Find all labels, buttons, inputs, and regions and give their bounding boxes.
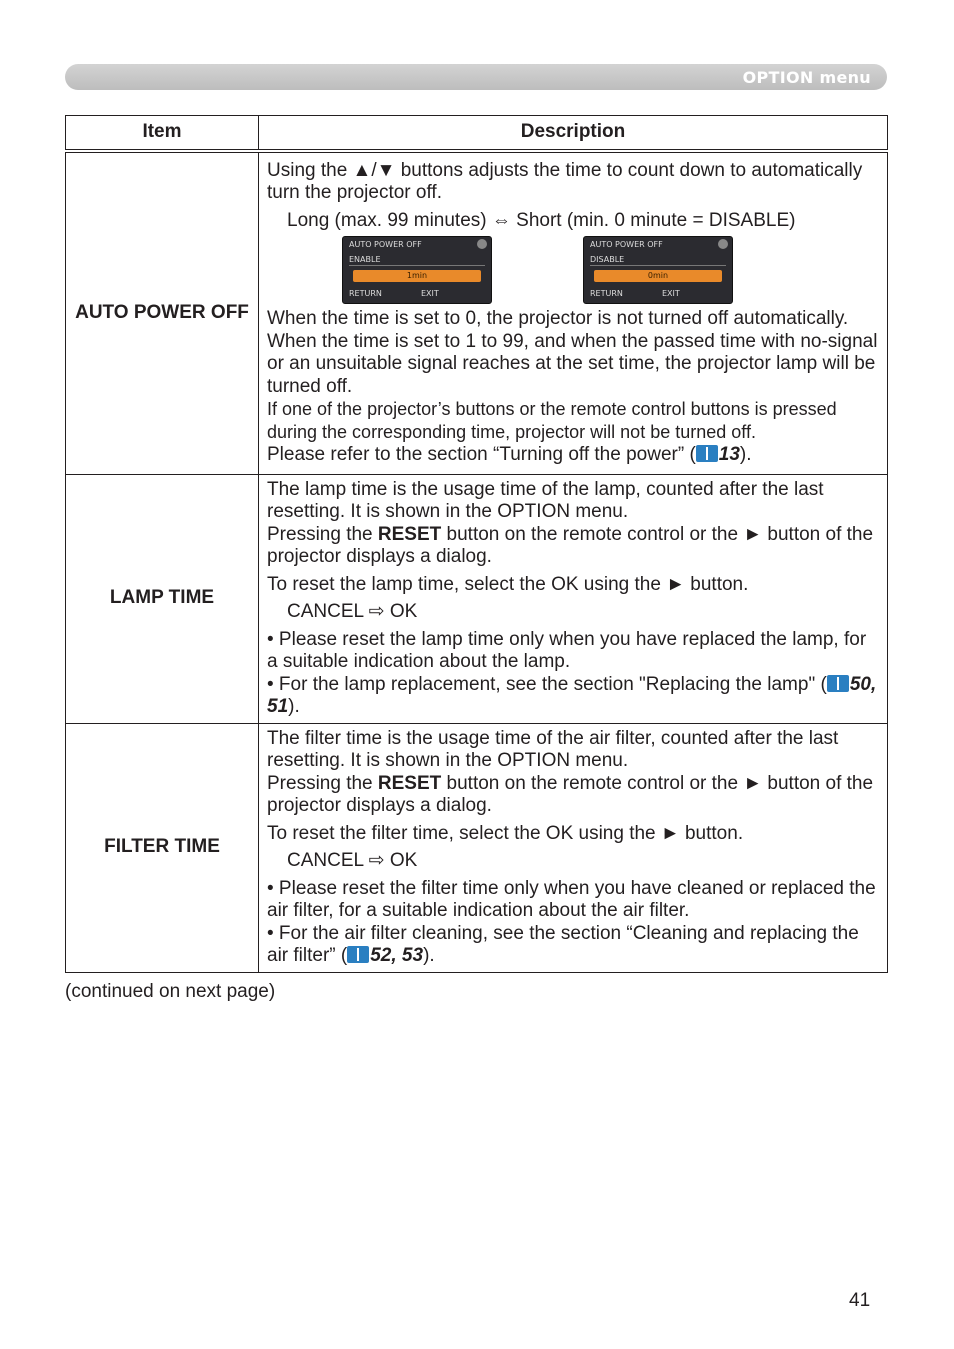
desc-text: • For the air filter cleaning, see the section “Cleaning and replacing the air filter” ( 52, 53). xyxy=(267,922,859,966)
desc-text: If one of the projector’s buttons or the remote control buttons is pressed during the corresponding time, projector will not be turned off. xyxy=(267,399,837,443)
desc-text: • Please reset the lamp time only when you have replaced the lamp, for a suitable indication about the lamp. xyxy=(267,628,867,672)
description-lamp-time xyxy=(259,474,888,723)
desc-text: Pressing the RESET button on the remote control or the ► button of the projector displays a dialog. xyxy=(267,523,874,567)
table-row xyxy=(66,474,888,723)
desc-text: Pressing the RESET button on the remote control or the ► button of the projector displays a dialog. xyxy=(267,772,874,816)
table-header-row xyxy=(66,116,888,152)
book-icon xyxy=(347,946,369,963)
table-row xyxy=(66,723,888,972)
desc-text: Long (max. 99 minutes) ⇔ Short (min. 0 minute = DISABLE) xyxy=(287,209,796,231)
desc-text: The lamp time is the usage time of the lamp, counted after the last resetting. It is shown in the OPTION menu. xyxy=(267,478,824,522)
desc-text: CANCEL ⇨ OK xyxy=(287,850,418,871)
description-auto-power-off xyxy=(259,151,888,474)
column-header-item: Item xyxy=(66,116,259,152)
option-menu-table xyxy=(65,115,888,973)
item-lamp-time: LAMP TIME xyxy=(66,474,259,723)
desc-text: • Please reset the filter time only when you have cleaned or replaced the air filter, for a suitable indication about the air filter. xyxy=(267,877,876,921)
desc-text: CANCEL ⇨ OK xyxy=(287,601,418,622)
item-auto-power-off: AUTO POWER OFF xyxy=(66,151,259,474)
section-header-bar xyxy=(65,64,887,90)
page-reference-link[interactable]: 13 xyxy=(718,444,740,466)
page-number: 41 xyxy=(849,1290,871,1311)
desc-text: • For the lamp replacement, see the section "Replacing the lamp" ( 50, 51). xyxy=(267,673,877,717)
book-icon xyxy=(696,445,718,462)
close-icon xyxy=(477,239,487,249)
table-row xyxy=(66,151,888,474)
osd-screenshots xyxy=(267,236,879,306)
desc-text: To reset the lamp time, select the OK using the ► button. xyxy=(267,573,749,595)
desc-text: When the time is set to 0, the projector is not turned off automatically. xyxy=(267,308,849,330)
close-icon xyxy=(718,239,728,249)
desc-text: When the time is set to 1 to 99, and when the passed time with no-signal or an unsuitable signal reaches at the set time, the projector lamp will be turned off. xyxy=(267,330,878,397)
section-title: OPTION menu xyxy=(742,68,871,87)
osd-disable-screenshot: AUTO POWER OFF DISABLE 0min RETURN EXIT xyxy=(583,236,733,304)
description-filter-time xyxy=(259,723,888,972)
item-filter-time: FILTER TIME xyxy=(66,723,259,972)
page-reference-link[interactable]: 50, 51 xyxy=(267,673,877,717)
desc-text: To reset the filter time, select the OK using the ► button. xyxy=(267,822,744,844)
page-reference-link[interactable]: 52, 53 xyxy=(370,945,424,966)
book-icon xyxy=(827,675,849,692)
desc-text: The filter time is the usage time of the air filter, counted after the last resetting. It is shown in the OPTION menu. xyxy=(267,727,839,771)
continued-note: (continued on next page) xyxy=(65,981,276,1002)
column-header-description: Description xyxy=(259,116,888,152)
osd-enable-screenshot: AUTO POWER OFF ENABLE 1min RETURN EXIT xyxy=(342,236,492,304)
desc-text: Using the ▲/▼ buttons adjusts the time to count down to automatically turn the projector off. xyxy=(267,159,863,204)
desc-text: Please refer to the section “Turning off the power” ( 13). xyxy=(267,444,752,466)
